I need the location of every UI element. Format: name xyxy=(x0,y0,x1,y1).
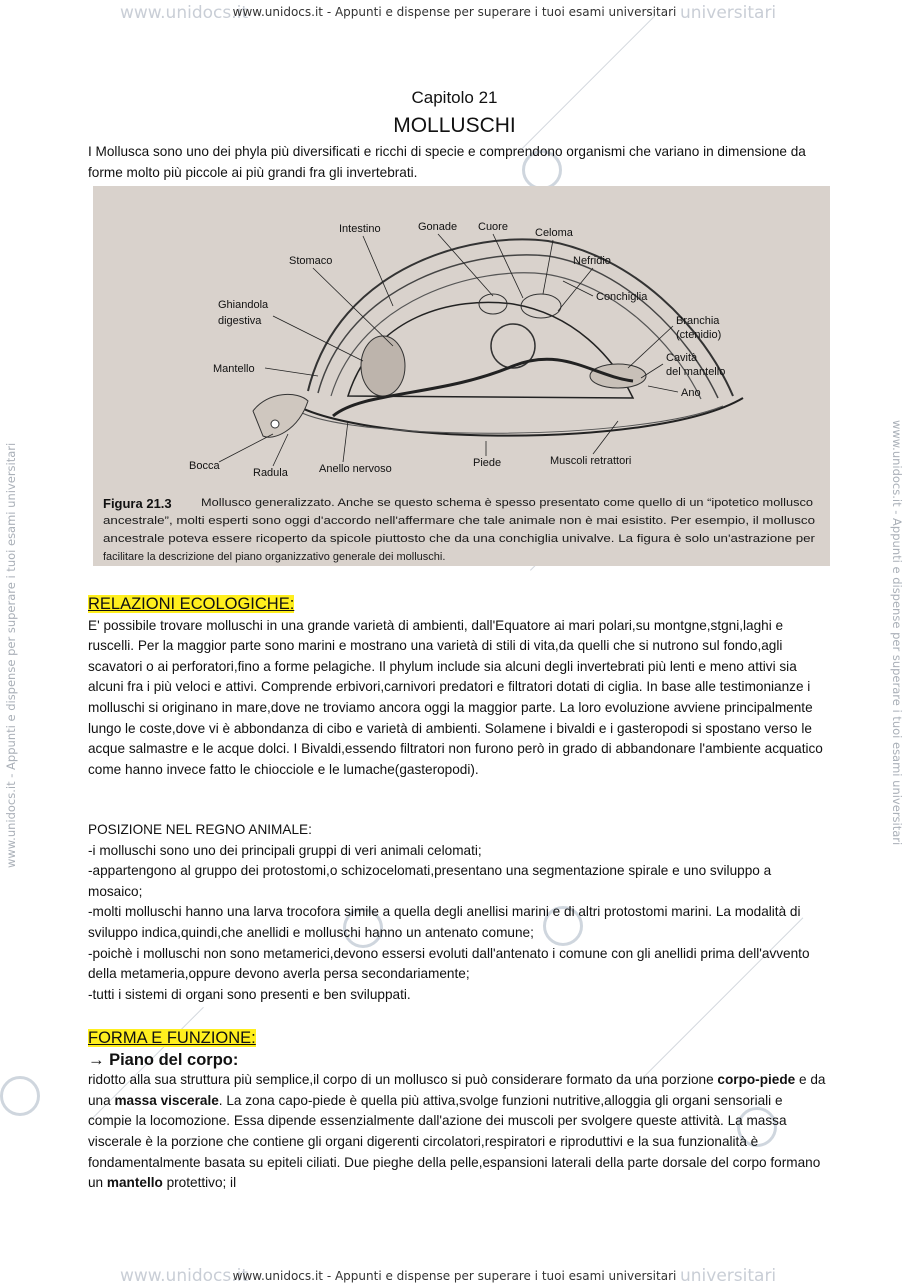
section-forma-funzione xyxy=(88,1028,828,1194)
figure-caption-line: Mollusco generalizzato. Anche se questo schema è spesso presentato come quello di un “ipotetico mollusco xyxy=(201,497,813,509)
watermark-logo xyxy=(0,1076,40,1116)
figure-caption-label: Figura 21.3 xyxy=(103,496,172,511)
side-watermark-right: www.unidocs.it - Appunti e dispense per superare i tuoi esami universitari xyxy=(890,420,904,846)
label-intestino: Intestino xyxy=(339,223,381,235)
mollusc-diagram-figure xyxy=(93,186,830,566)
label-bocca: Bocca xyxy=(189,460,220,472)
figure-caption-line: facilitare la descrizione del piano organizzativo generale dei molluschi. xyxy=(103,551,446,563)
page-title: MOLLUSCHI xyxy=(393,114,516,137)
label-digestiva: digestiva xyxy=(218,315,262,327)
label-ano: Ano xyxy=(681,387,701,399)
list-item: -poichè i molluschi non sono metamerici,devono essersi evoluti dall'antenato i comune con gli anellidi prima dell'avvento della metameria,oppure devono averla persa secondariamente; xyxy=(88,945,810,982)
header-banner: www.unidocs.it - Appunti e dispense per superare i tuoi esami universitari xyxy=(232,5,677,19)
label-cuore: Cuore xyxy=(478,221,508,233)
label-piede: Piede xyxy=(473,457,502,469)
label-conchiglia: Conchiglia xyxy=(596,291,648,303)
faded-watermark-top-left: www.unidocs.it xyxy=(120,3,249,23)
label-cavita-mantello: del mantello xyxy=(666,366,726,378)
section-body: ridotto alla sua struttura più semplice,il corpo di un mollusco si può considerare formato da una porzione corpo-piede e da una massa viscerale. La zona capo-piede è quella più attiva,svolge funzioni nutritive,alloggia gli organi sensoriali e compie la locomozione. Essa dipende essenzialmente dall'azione dei muscoli per svolgere queste attività. La massa viscerale è la porzione che contiene gli organi digerenti circolatori,respiratori e riproduttivi e la sua funzionalità è fondamentalmente basata su epiteli ciliati. Due pieghe della pelle,espansioni laterali della parte dorsale del corpo formano un mantello protettivo; il xyxy=(88,1072,826,1191)
section-posizione xyxy=(88,820,828,1005)
label-stomaco: Stomaco xyxy=(289,255,333,267)
faded-watermark-bottom-right: universitari xyxy=(680,1266,777,1286)
label-ghiandola: Ghiandola xyxy=(218,299,269,311)
side-watermark-left: www.unidocs.it - Appunti e dispense per superare i tuoi esami universitari xyxy=(4,442,18,868)
list-item: -i molluschi sono uno dei principali gruppi di veri animali celomati; xyxy=(88,842,482,858)
chapter-number: Capitolo 21 xyxy=(411,88,498,107)
section-heading: FORMA E FUNZIONE: xyxy=(88,1029,256,1047)
label-cavita: Cavità xyxy=(666,352,698,364)
figure-caption-line: ancestrale”, molti esperti sono oggi d'accordo nell'affermare che tale animale non è mai esistito. Per esempio, il mollusco xyxy=(103,515,815,527)
label-nefridio: Nefridio xyxy=(573,255,611,267)
list-item: -molti molluschi hanno una larva trocofora simile a quella degli anellisi marini e di altri protostomi marini. La modalità di sviluppo indica,quindi,che anellidi e molluschi hanno un antenato comune; xyxy=(88,904,801,940)
mollusc-diagram xyxy=(93,186,830,566)
label-gonade: Gonade xyxy=(418,221,458,233)
intro-paragraph: I Mollusca sono uno dei phyla più diversificati e ricchi di specie e comprendono organismi che variano in dimensione da forme molto più piccole ai più grandi fra gli invertebrati. xyxy=(88,144,806,180)
section-subheading: → Piano del corpo: xyxy=(88,1050,239,1069)
faded-watermark-top-right: universitari xyxy=(680,3,777,23)
section-body: E' possibile trovare molluschi in una grande varietà di ambienti, dall'Equatore ai mari polari,su montgne,stgni,laghi e ruscelli. Per la maggior parte sono marini e mostrano una varietà di stili di vita,da quelli che si nutrono sul fondo,agli scavatori o ai perforatori,fino a forme pelagiche. Il phylum include sia alcuni degli invertebrati più lenti e meno attivi sia alcuni fra i più veloci e attivi. Comprende erbivori,carnivori predatori e filtratori dotati di ciglia. In base alle testimonianze i molluschi si originano in mare,dove ne troviamo ancora oggi la maggior parte. La loro evoluzione avviene principalmente lungo le coste,dove vi è abbondanza di cibo e varietà di ambienti. Solamene i bivaldi e i gasteropodi si spostano verso le acque salmastre e le acque dolci. I Bivaldi,essendo filtratori non furono però in grado di abbandonare l'ambiente acquatico come hanno invece fatto le chiocciole e le lumache(gasteropodi). xyxy=(88,617,823,777)
faded-watermark-bottom-left: www.unidocs.it xyxy=(120,1266,249,1286)
label-branchia: Branchia xyxy=(676,315,720,327)
footer-banner: www.unidocs.it - Appunti e dispense per superare i tuoi esami universitari xyxy=(232,1269,677,1283)
label-radula: Radula xyxy=(253,467,288,479)
section-heading: RELAZIONI ECOLOGICHE: xyxy=(88,595,295,613)
label-ctenidio: (ctenidio) xyxy=(676,329,722,341)
section-heading: POSIZIONE NEL REGNO ANIMALE: xyxy=(88,822,312,837)
label-celoma: Celoma xyxy=(535,227,573,239)
list-item: -tutti i sistemi di organi sono presenti e ben sviluppati. xyxy=(88,986,411,1002)
label-anello-nervoso: Anello nervoso xyxy=(319,463,392,475)
figure-caption-line: ancestrale poteva essere ricoperto da spicole piuttosto che da una conchiglia univalve. La figura è solo un'astrazione per xyxy=(103,533,816,545)
section-ecologia xyxy=(88,594,828,780)
label-muscoli-retrattori: Muscoli retrattori xyxy=(550,455,632,467)
label-mantello: Mantello xyxy=(213,363,255,375)
list-item: -appartengono al gruppo dei protostomi,o schizocelomati,presentano una segmentazione spirale e uno sviluppo a mosaico; xyxy=(88,863,772,899)
